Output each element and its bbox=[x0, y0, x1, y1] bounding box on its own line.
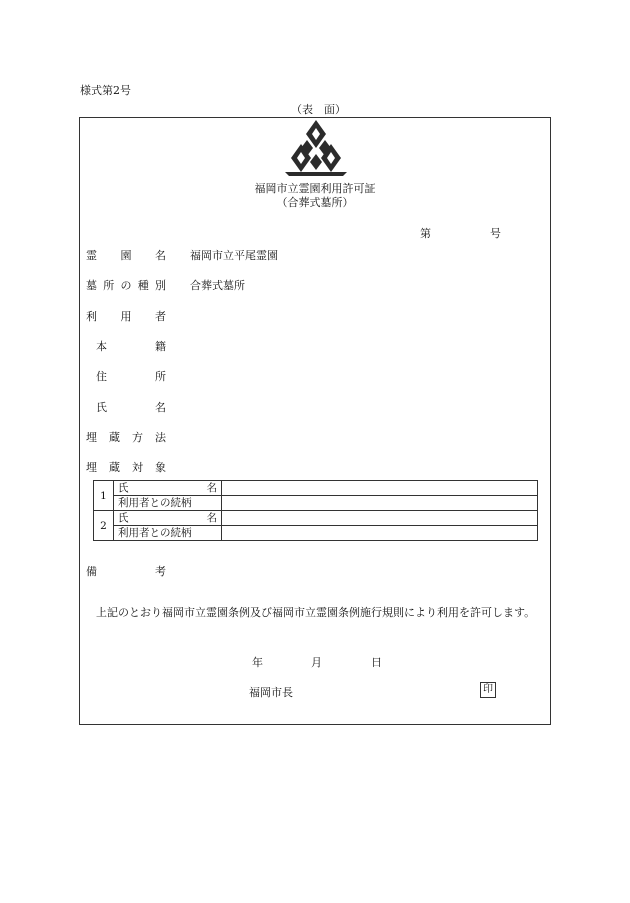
relation-field[interactable] bbox=[222, 526, 538, 541]
relation-label: 利用者との続柄 bbox=[114, 496, 222, 511]
side-label: （表 面） bbox=[291, 103, 346, 116]
table-row bbox=[94, 526, 538, 541]
burial-target-label: 埋 蔵 対 象 bbox=[86, 461, 166, 474]
mayor-signature: 福岡市長 bbox=[249, 686, 293, 699]
cemetery-name-value: 福岡市立平尾霊園 bbox=[190, 249, 278, 262]
table-row bbox=[94, 496, 538, 511]
fukuoka-city-emblem-icon bbox=[285, 120, 347, 176]
form-number: 様式第2号 bbox=[80, 84, 131, 97]
name-label: 氏 名 bbox=[96, 401, 166, 414]
grave-type-label: 墓 所 の 種 別 bbox=[86, 279, 166, 292]
relation-field[interactable] bbox=[222, 496, 538, 511]
user-label: 利 用 者 bbox=[86, 310, 166, 323]
cemetery-name-label: 霊 園 名 bbox=[86, 249, 166, 262]
burial-target-table bbox=[93, 480, 538, 541]
certificate-subtitle: （合葬式墓所） bbox=[276, 196, 354, 209]
date-day-label: 日 bbox=[371, 656, 382, 669]
seal-mark: 印 bbox=[480, 682, 496, 698]
number-prefix: 第 bbox=[420, 227, 431, 240]
table-row bbox=[94, 511, 538, 526]
date-year-label: 年 bbox=[252, 656, 263, 669]
row-number: 1 bbox=[94, 481, 114, 511]
number-suffix: 号 bbox=[490, 227, 501, 240]
deceased-name-field[interactable] bbox=[222, 511, 538, 526]
permit-statement: 上記のとおり福岡市立霊園条例及び福岡市立霊園条例施行規則により利用を許可します。 bbox=[96, 606, 536, 619]
row-number: 2 bbox=[94, 511, 114, 541]
address-label: 住 所 bbox=[96, 370, 166, 383]
date-month-label: 月 bbox=[311, 656, 322, 669]
certificate-title: 福岡市立霊園利用許可証 bbox=[254, 182, 376, 195]
burial-method-label: 埋 蔵 方 法 bbox=[86, 431, 166, 444]
grave-type-value: 合葬式墓所 bbox=[190, 279, 245, 292]
remarks-label: 備 考 bbox=[86, 565, 166, 578]
table-row bbox=[94, 481, 538, 496]
deceased-name-label: 氏 名 bbox=[114, 511, 222, 526]
deceased-name-label: 氏 名 bbox=[114, 481, 222, 496]
domicile-label: 本 籍 bbox=[96, 340, 166, 353]
deceased-name-field[interactable] bbox=[222, 481, 538, 496]
relation-label: 利用者との続柄 bbox=[114, 526, 222, 541]
